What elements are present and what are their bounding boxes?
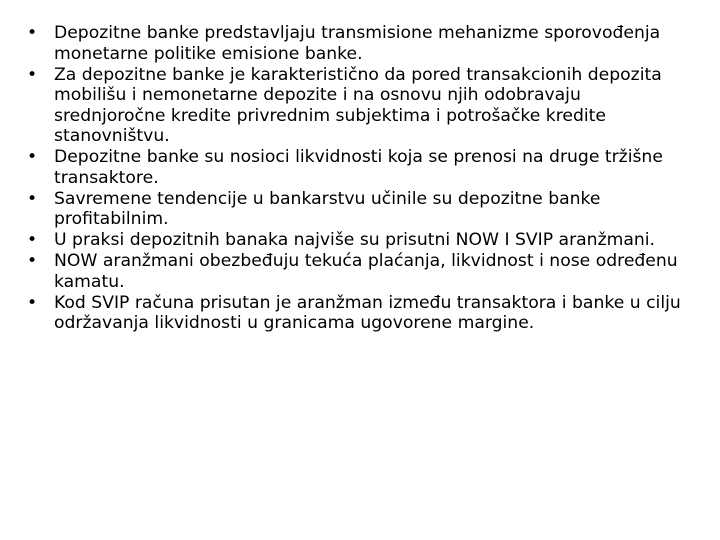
bullet-item — [27, 65, 687, 147]
bullet-text: NOW aranžmani obezbeđuju tekuća plaćanja, likvidnost i nose određenu kamatu. — [54, 251, 678, 292]
bullet-text: Depozitne banke predstavljaju transmisione mehanizme sporovođenja monetarne politike emisione banke. — [54, 23, 661, 64]
bullet-item — [27, 293, 687, 334]
bullet-text: Depozitne banke su nosioci likvidnosti koja se prenosi na druge tržišne transaktore. — [54, 147, 663, 188]
bullet-list — [27, 23, 687, 334]
bullet-item — [27, 23, 687, 64]
bullet-item — [27, 189, 687, 230]
bullet-text: Za depozitne banke je karakteristično da pored transakcionih depozita mobilišu i nemonetarne depozite i na osnovu njih odobravaju srednjoročne kredite privrednim subjektima i potrošačke kredite stanovništvu. — [54, 64, 662, 146]
bullet-item — [27, 251, 687, 292]
bullet-icon: • — [27, 23, 38, 43]
bullet-icon: • — [27, 251, 38, 271]
bullet-icon: • — [27, 292, 38, 313]
bullet-icon: • — [27, 64, 38, 85]
bullet-icon: • — [27, 230, 38, 250]
bullet-icon: • — [27, 147, 38, 167]
bullet-item — [27, 230, 687, 251]
bullet-text: U praksi depozitnih banaka najviše su prisutni NOW I SVIP aranžmani. — [54, 230, 655, 250]
bullet-text: Savremene tendencije u bankarstvu učinile su depozitne banke profitabilnim. — [54, 188, 601, 229]
bullet-item — [27, 147, 687, 188]
bullet-text: Kod SVIP računa prisutan je aranžman između transaktora i banke u cilju održavanja likvidnosti u granicama ugovorene margine. — [54, 292, 681, 333]
bullet-icon: • — [27, 188, 38, 209]
